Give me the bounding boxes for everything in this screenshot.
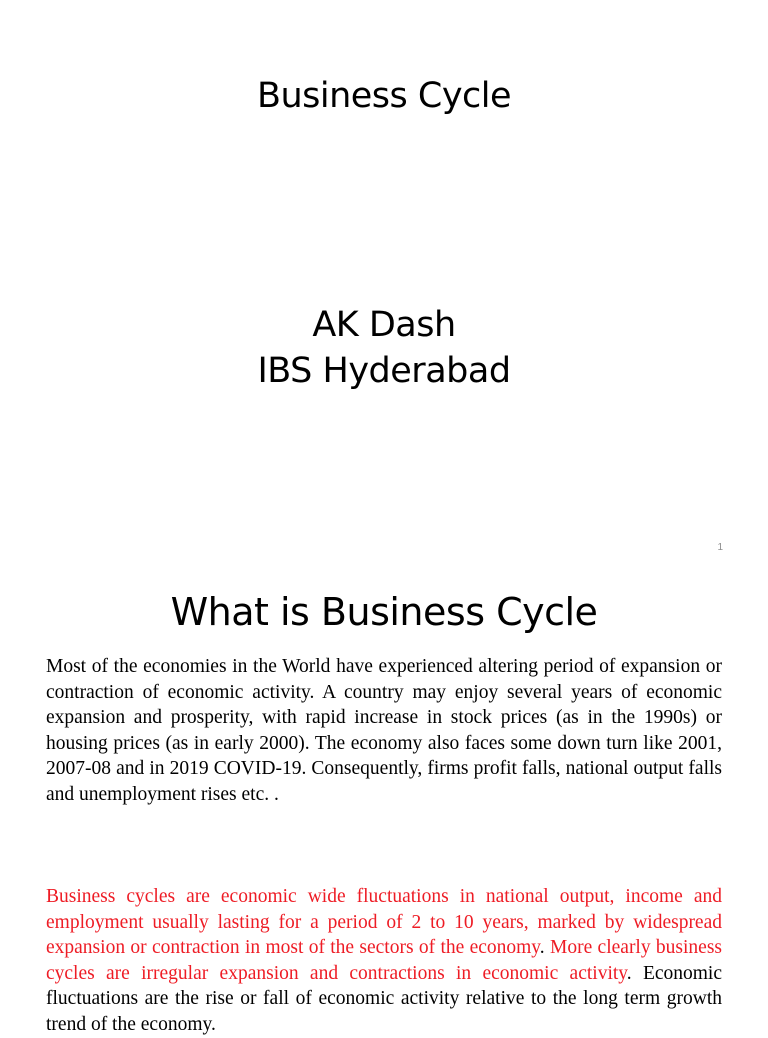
slide-title: Business Cycle bbox=[256, 76, 512, 116]
author-name: AK Dash bbox=[312, 305, 456, 345]
author-affiliation: IBS Hyderabad bbox=[257, 351, 511, 391]
definition-highlight-2: More clearly business cycles are irregular expansion and contractions in economic activity bbox=[46, 937, 723, 984]
definition-text-1: . bbox=[539, 937, 550, 959]
definition-highlight-1: Business cycles are economic wide fluctuations in national output, income and employment usually lasting for a period of 2 to 10 years, marked by widespread expansion or contraction in most of the sectors of the economy bbox=[46, 886, 722, 959]
paragraph-definition bbox=[46, 884, 722, 1038]
slide-heading: What is Business Cycle bbox=[170, 590, 598, 634]
slide-number: 1 bbox=[717, 542, 723, 553]
definition-text-2: . Economic fluctuations are the rise or fall of economic activity relative to the long term growth trend of the economy. bbox=[46, 962, 722, 1035]
content-slide bbox=[0, 576, 768, 1035]
author-block bbox=[0, 302, 768, 394]
paragraph-intro: Most of the economies in the World have experienced altering period of expansion or contraction of economic activity. A country may enjoy several years of economic expansion and prosperity, with rapid increase in stock prices (as in the 1990s) or housing prices (as in early 2000). The economy also faces some down turn like 2001, 2007-08 and in 2019 COVID-19. Consequently, firms profit falls, national output falls and unemployment rises etc. . bbox=[46, 656, 722, 805]
